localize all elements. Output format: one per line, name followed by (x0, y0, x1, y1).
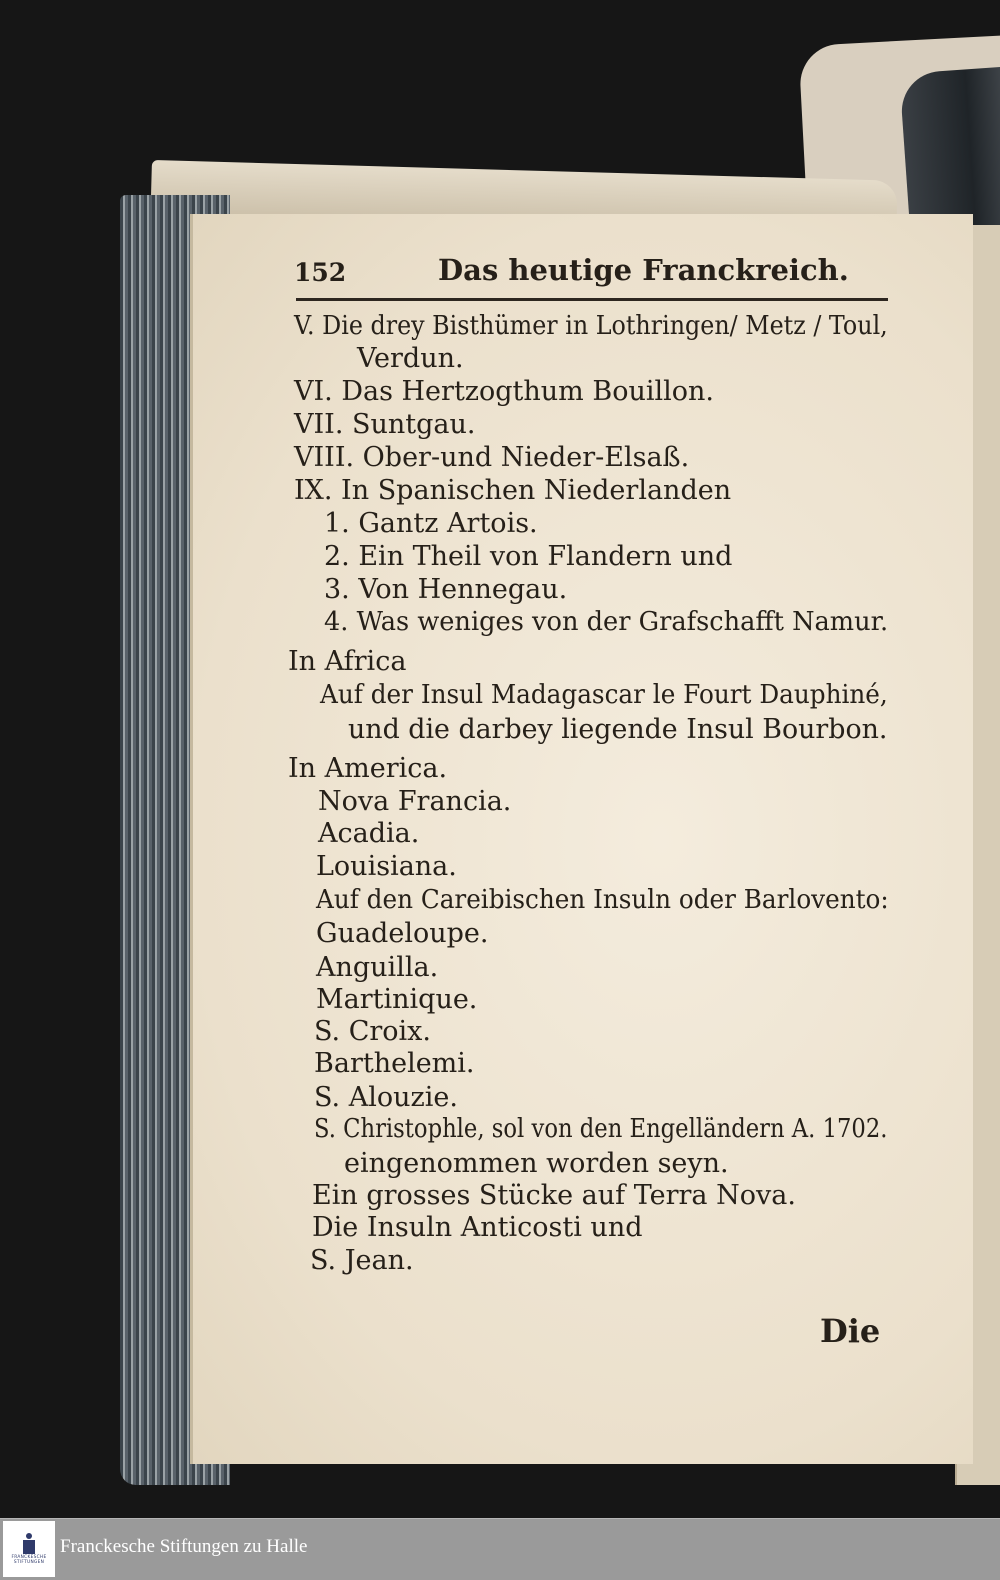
orphanage-icon (20, 1533, 38, 1555)
text-line: Barthelemi. (314, 1048, 475, 1079)
text-line: V. Die drey Bisthümer in Lothringen/ Metz / Toul, (294, 311, 888, 341)
text-line: In Africa (288, 646, 407, 677)
institution-name: Franckesche Stiftungen zu Halle (60, 1536, 308, 1557)
text-line: Die Insuln Anticosti und (312, 1212, 643, 1243)
footer-bar (0, 1518, 1000, 1580)
text-line: S. Alouzie. (314, 1082, 458, 1113)
text-line: und die darbey liegende Insul Bourbon. (348, 714, 888, 745)
text-line: Anguilla. (316, 952, 439, 983)
header-rule (296, 298, 888, 301)
text-line: 4. Was weniges von der Grafschafft Namur. (324, 607, 889, 637)
text-line: S. Croix. (314, 1016, 431, 1047)
running-head: Das heutige Franckreich. (438, 253, 849, 287)
text-line: 3. Von Hennegau. (324, 574, 568, 605)
logo-text: FRANCKESCHE STIFTUNGEN (11, 1555, 47, 1565)
text-line: 1. Gantz Artois. (324, 508, 538, 539)
text-line: Verdun. (357, 343, 464, 374)
text-line: eingenommen worden seyn. (344, 1148, 729, 1179)
text-line: S. Christophle, sol von den Engelländern A. 1702. (314, 1114, 888, 1144)
text-line: IX. In Spanischen Niederlanden (294, 475, 732, 506)
text-line: Nova Francia. (318, 786, 512, 817)
text-line: VI. Das Hertzogthum Bouillon. (294, 376, 714, 407)
institution-logo (3, 1521, 55, 1577)
text-line: VIII. Ober-und Nieder-Elsaß. (294, 442, 690, 473)
text-line: Ein grosses Stücke auf Terra Nova. (312, 1180, 796, 1211)
text-line: Martinique. (316, 984, 478, 1015)
text-line: Auf der Insul Madagascar le Fourt Dauphiné, (320, 680, 888, 710)
text-line: Auf den Careibischen Insuln oder Barlovento: (316, 885, 889, 915)
text-line: Acadia. (318, 818, 420, 849)
text-line: Guadeloupe. (316, 918, 489, 949)
text-line: 2. Ein Theil von Flandern und (324, 541, 733, 572)
text-line: In America. (288, 753, 448, 784)
text-line: VII. Suntgau. (294, 409, 476, 440)
catchword: Die (820, 1312, 881, 1350)
page-number: 152 (294, 258, 347, 287)
text-line: Louisiana. (316, 851, 457, 882)
text-line: S. Jean. (310, 1245, 414, 1276)
